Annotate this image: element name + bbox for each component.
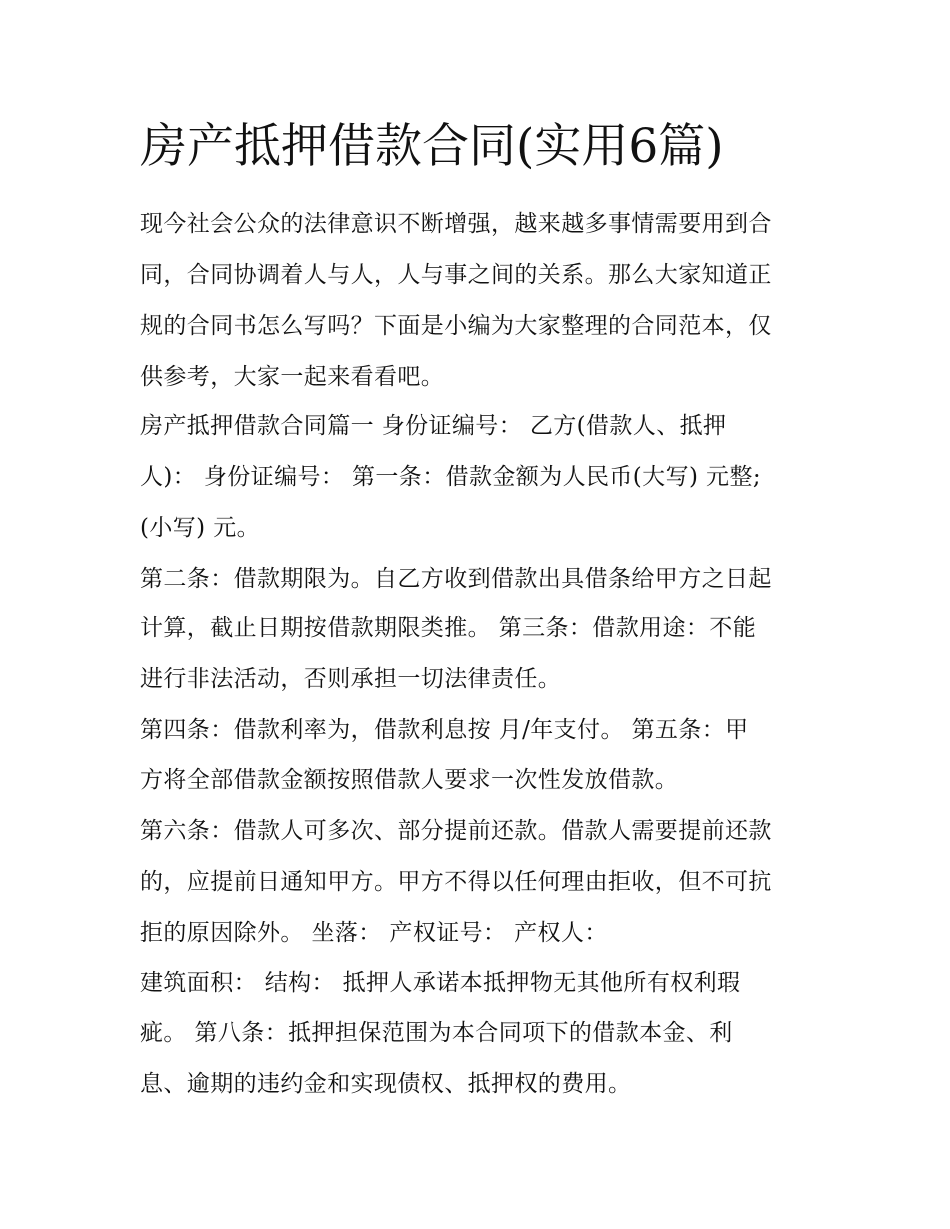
body-line: 供参考，大家一起来看看吧。 <box>140 364 445 390</box>
body-line: 规的合同书怎么写吗？下面是小编为大家整理的合同范本，仅 <box>140 313 772 339</box>
body-line: 同，合同协调着人与人，人与事之间的关系。那么大家知道正 <box>140 262 772 288</box>
body-line: 现今社会公众的法律意识不断增强，越来越多事情需要用到合 <box>140 211 772 237</box>
body-line: 拒的原因除外。 坐落： 产权证号： 产权人： <box>140 920 608 946</box>
body-line: (小写) 元。 <box>140 515 261 541</box>
body-line: 第六条：借款人可多次、部分提前还款。借款人需要提前还款 <box>140 818 772 844</box>
body-line: 第四条：借款利率为，借款利息按 月/年支付。 第五条：甲 <box>140 717 749 743</box>
body-line: 房产抵押借款合同篇一 身份证编号： 乙方(借款人、抵押 <box>140 413 727 439</box>
body-line: 疵。 第八条：抵押担保范围为本合同项下的借款本金、利 <box>140 1020 733 1046</box>
body-line: 计算，截止日期按借款期限类推。 第三条：借款用途：不能 <box>140 615 757 641</box>
document-title: 房产抵押借款合同(实用6篇) <box>140 119 724 174</box>
body-line: 息、逾期的违约金和实现债权、抵押权的费用。 <box>140 1071 632 1097</box>
body-line: 的，应提前日通知甲方。甲方不得以任何理由拒收，但不可抗 <box>140 869 772 895</box>
body-line: 建筑面积： 结构： 抵押人承诺本抵押物无其他所有权利瑕 <box>140 970 741 996</box>
body-line: 方将全部借款金额按照借款人要求一次性发放借款。 <box>140 767 679 793</box>
body-line: 人)： 身份证编号： 第一条：借款金额为人民币(大写) 元整; <box>140 464 762 490</box>
body-line: 进行非法活动，否则承担一切法律责任。 <box>140 666 562 692</box>
body-line: 第二条：借款期限为。自乙方收到借款出具借条给甲方之日起 <box>140 566 772 592</box>
